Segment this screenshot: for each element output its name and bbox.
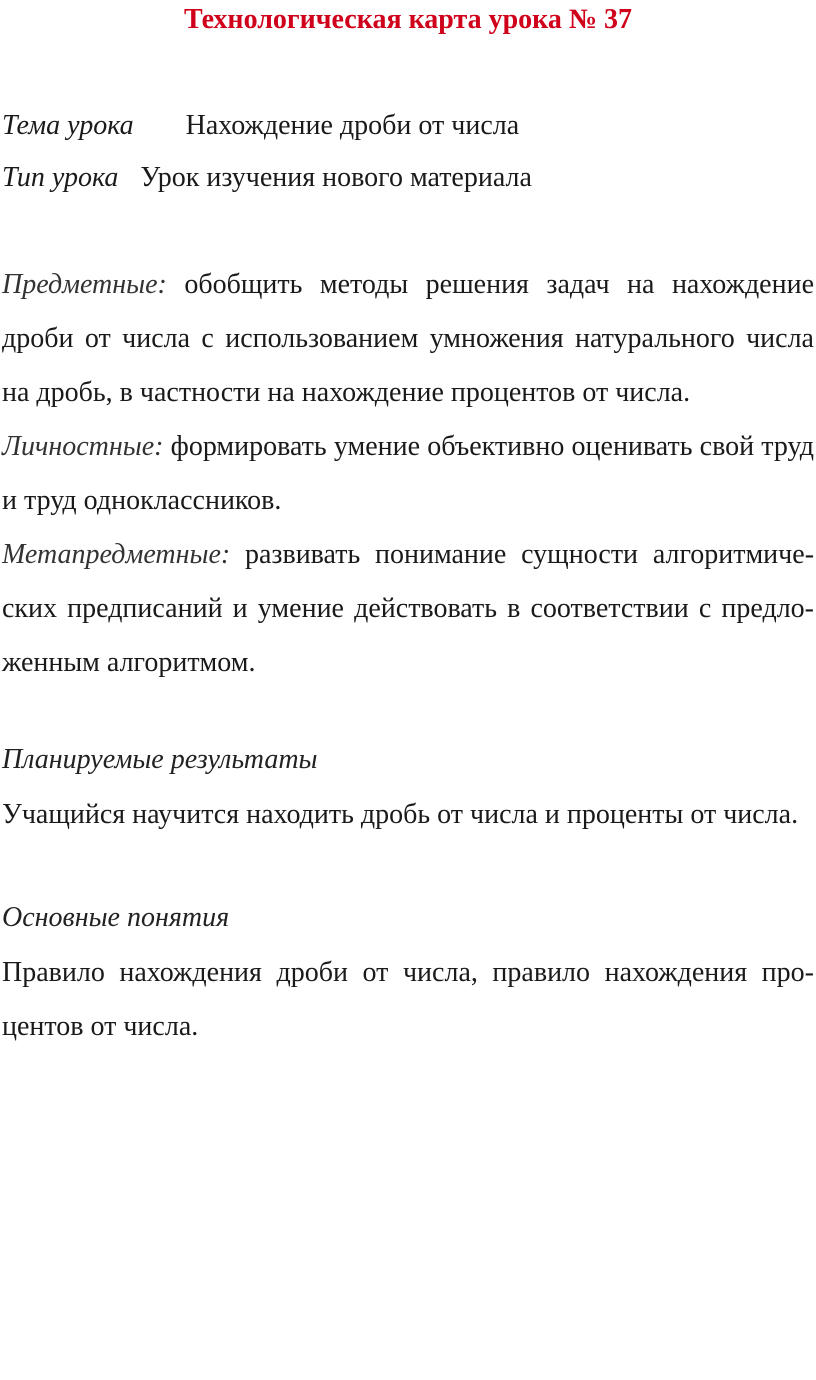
subject-text: обобщить методы решения задач на нахождение дроби от числа с использованием умножения натурального числа на дробь, в частности на нахождение процентов от числа. <box>2 269 815 408</box>
type-value: Урок изучения нового материала <box>140 162 532 193</box>
concepts-heading: Основные понятия <box>2 902 230 933</box>
theme-label: Тема урока <box>2 110 134 141</box>
subject-label: Предметные: <box>2 269 167 300</box>
theme-row <box>2 108 519 144</box>
theme-value: Нахождение дроби от числа <box>185 110 520 141</box>
results-heading: Планируемые результаты <box>2 744 318 775</box>
subject-goals <box>2 258 814 420</box>
meta-text: развивать понимание сущности алгоритмических предписаний и умение действовать в соответствии с предложенным алгоритмом. <box>2 539 815 678</box>
results-text: Учащийся научится находить дробь от числа и проценты от числа. <box>2 799 799 830</box>
concepts-text: Правило нахождения дроби от числа, правило нахождения процентов от числа. <box>2 957 814 1042</box>
meta-goals <box>2 528 814 690</box>
page-title: Технологическая карта урока № 37 <box>183 4 633 35</box>
personal-text: формировать умение объективно оценивать свой труд и труд одноклассников. <box>2 431 814 516</box>
type-label: Тип урока <box>2 162 119 193</box>
type-row <box>2 160 532 196</box>
personal-label: Личностные: <box>2 431 164 462</box>
personal-goals <box>2 420 814 528</box>
meta-label: Метапредметные: <box>2 539 231 570</box>
